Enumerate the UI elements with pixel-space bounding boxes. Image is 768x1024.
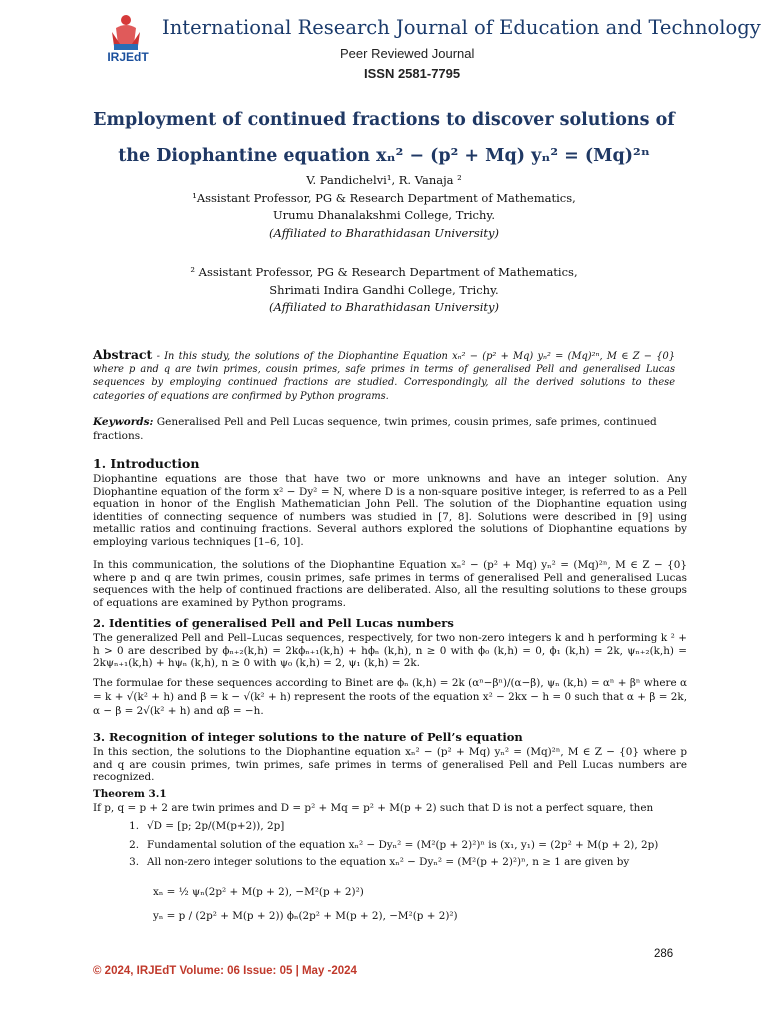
author-block: [0, 172, 768, 242]
theorem-label: Theorem 3.1: [93, 788, 167, 800]
affiliation-2-line3: [0, 299, 768, 317]
journal-header: [100, 6, 761, 86]
abstract-text: - In this study, the solutions of the Diophantine Equation xₙ² − (p² + Mq) yₙ² = (Mq)²ⁿ, M ∈ Z − {0} where p and q are twin primes, cousin primes, safe primes in terms of generalised Pell and generalised Lucas sequences by employing continued fractions are studied. Correspondingly, all the derived solutions to these categories of equations are confirmed by Python programs.: [93, 351, 675, 402]
logo-text: IRJEdT: [107, 50, 149, 64]
affiliation-1-line3: [0, 225, 768, 243]
list-item-text: √D = [p; 2p/(M(p+2)), 2p]: [147, 820, 285, 832]
paper-title-line1: Employment of continued fractions to discover solutions of: [93, 110, 675, 130]
list-item-number: 1.: [129, 820, 139, 832]
section-2-para-1: The generalized Pell and Pell–Lucas sequences, respectively, for two non-zero integers k and h performing k ² + h > 0 are described by ϕₙ₊₂(k,h) = 2kϕₙ₊₁(k,h) + hϕₙ (k,h), n ≥ 0 with ϕ₀ (k,h) = 0, ϕ₁ (k,h) = 2k, ψₙ₊₂(k,h) = 2kψₙ₊₁(k,h) + hψₙ (k,h), n ≥ 0 with ψ₀ (k,h) = 2, ψ₁ (k,h) = 2k.: [93, 632, 687, 670]
peer-reviewed-label: Peer Reviewed Journal: [340, 46, 475, 61]
paper-title-line2: the Diophantine equation xₙ² − (p² + Mq) yₙ² = (Mq)²ⁿ: [118, 146, 650, 166]
section-2-para-2: The formulae for these sequences according to Binet are ϕₙ (k,h) = 2k (αⁿ−βⁿ)/(α−β), ψₙ (k,h) = αⁿ + βⁿ where α = k + √(k² + h) and β = k − √(k² + h) represent the roots of the equation x² − 2kx − h = 0 such that α + β = 2k, α − β = 2√(k² + h) and αβ = −h.: [93, 677, 687, 717]
equation-x: xₙ = ½ ψₙ(2p² + M(p + 2), −M²(p + 2)²): [153, 886, 364, 898]
theorem-text: If p, q = p + 2 are twin primes and D = p² + Mq = p² + M(p + 2) such that D is not a perfect square, then: [93, 802, 654, 814]
list-item: [93, 820, 687, 833]
list-item-number: 2.: [129, 838, 139, 851]
issn-label: ISSN 2581-7795: [364, 66, 461, 81]
keywords-label: Keywords:: [93, 416, 154, 428]
affiliation-2-university: (Affiliated to Bharathidasan University): [268, 300, 500, 314]
list-item: [93, 856, 687, 869]
paper-title: [40, 102, 728, 174]
section-3-heading: 3. Recognition of integer solutions to the nature of Pell’s equation: [93, 730, 523, 744]
section-1-heading: 1. Introduction: [93, 456, 200, 471]
list-item-number: 3.: [129, 855, 139, 868]
affiliation-1-university: (Affiliated to Bharathidasan University): [268, 225, 500, 240]
author-names: V. Pandichelvi¹, R. Vanaja ²: [306, 173, 462, 187]
keywords: [93, 416, 675, 443]
section-1-para-2: In this communication, the solutions of the Diophantine Equation xₙ² − (p² + Mq) yₙ² = (Mq)²ⁿ, M ∈ Z − {0} where p and q are twin primes, cousin primes, safe primes in terms of generalised Pell and generalised Lucas sequences with the help of continued fractions are deliberated. Also, all the resulting solutions to these groups of equations are examined by Python programs.: [93, 559, 687, 609]
list-item-text: All non-zero integer solutions to the equation xₙ² − Dyₙ² = (M²(p + 2)²)ⁿ, n ≥ 1 are given by: [147, 855, 630, 868]
keywords-text: Generalised Pell and Pell Lucas sequence, twin primes, cousin primes, safe primes, continued fractions.: [93, 416, 657, 442]
list-item: [93, 839, 687, 852]
abstract-label: Abstract: [93, 347, 153, 362]
equation-y: yₙ = p / (2p² + M(p + 2)) ϕₙ(2p² + M(p + 2), −M²(p + 2)²): [153, 910, 458, 922]
section-1-para-1: Diophantine equations are those that have two or more unknowns and have an integer solution. Any Diophantine equation of the form x² − Dy² = N, where D is a non-square positive integer, is referred to as a Pell equation in honor of the English Mathematician John Pell. The solution of the Diophantine equation using identities of connecting sequence of numbers was studied in [7, 8]. Solutions were described in [9] using metallic ratios and continuing fractions. Several authors explored the solutions of Diophantine equations by employing various techniques [1–6, 10].: [93, 473, 687, 548]
journal-title: International Research Journal of Education and Technology: [162, 16, 761, 39]
abstract: [93, 348, 675, 403]
affiliation-2-block: [0, 264, 768, 317]
affiliation-1-line2: Urumu Dhanalakshmi College, Trichy.: [272, 208, 496, 222]
section-2-heading: 2. Identities of generalised Pell and Pell Lucas numbers: [93, 616, 454, 630]
affiliation-2-line2: Shrimati Indira Gandhi College, Trichy.: [269, 282, 499, 297]
list-item-text: Fundamental solution of the equation xₙ² − Dyₙ² = (M²(p + 2)²)ⁿ is (x₁, y₁) = (2p² + M(p + 2), 2p): [147, 838, 659, 851]
affiliation-2-line1: ² Assistant Professor, PG & Research Department of Mathematics,: [190, 265, 578, 279]
section-3-para-1: In this section, the solutions to the Diophantine equation xₙ² − (p² + Mq) yₙ² = (Mq)²ⁿ, M ∈ Z − {0} where p and q are cousin primes, twin primes, safe primes in terms of generalised Pell and Pell Lucas numbers are recognized.: [93, 746, 687, 784]
theorem-list: [93, 820, 687, 868]
footer-copyright: © 2024, IRJEdT Volume: 06 Issue: 05 | May -2024: [93, 965, 357, 977]
affiliation-1-line1: ¹Assistant Professor, PG & Research Department of Mathematics,: [192, 190, 576, 205]
page-number: 286: [654, 948, 674, 960]
journal-logo: [104, 10, 152, 70]
